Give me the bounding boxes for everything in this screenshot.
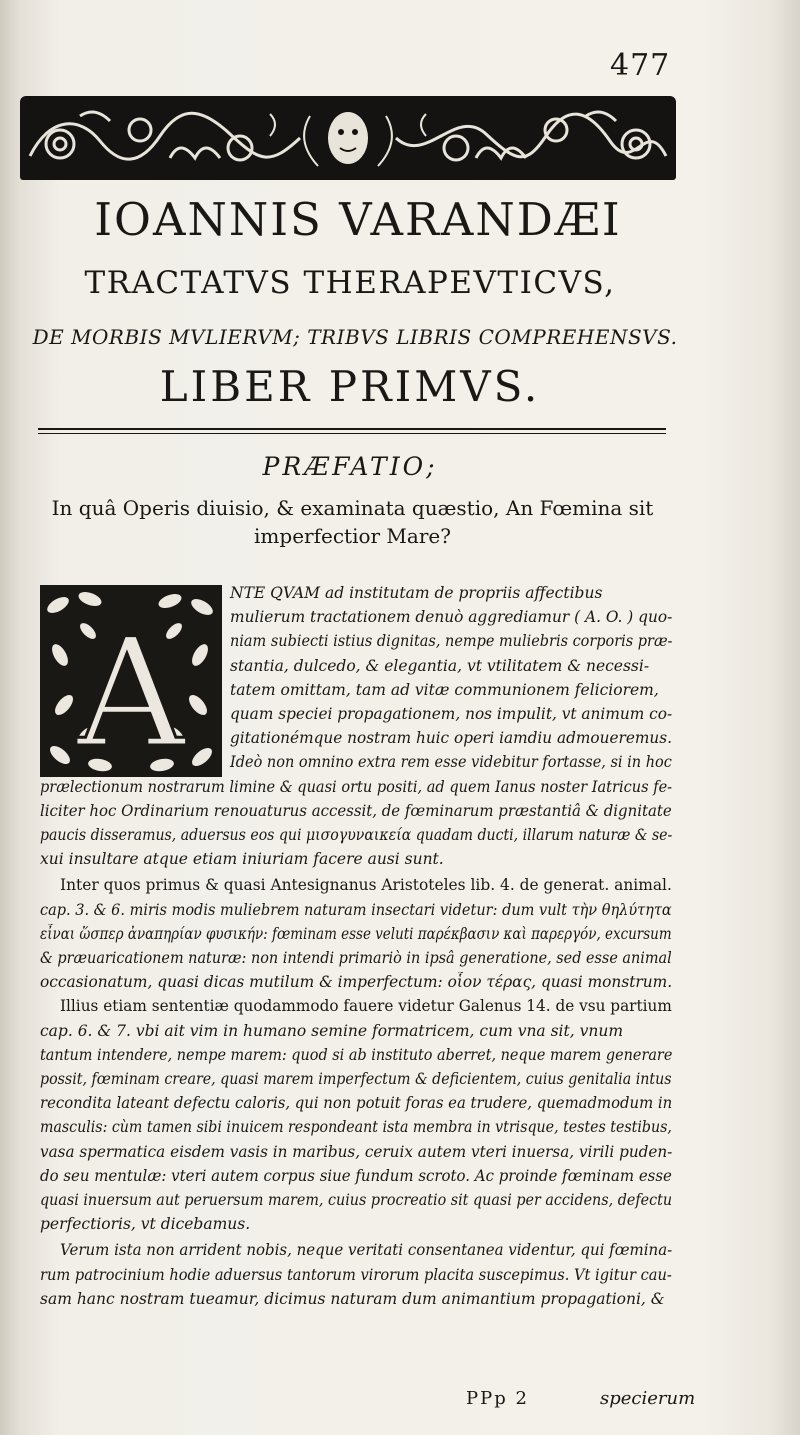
catchword: specierum [600, 1388, 696, 1409]
body-line: mulierum tractationem denuò aggrediamur ( A. O. ) quo- [230, 608, 673, 627]
body-line: εἶναι ὥσπερ ἀναπηρίαν φυσικήν: fœminam esse veluti παρέκβασιν καὶ παρεργόν, excursum [40, 924, 672, 943]
body-line: tatem omittam, tam ad vitæ communionem feliciorem, [230, 680, 659, 699]
body-line: Verum ista non arrident nobis, neque veritati consentanea videntur, qui fœmina- [60, 1241, 673, 1260]
body-line: xui insultare atque etiam iniuriam facere ausi sunt. [40, 850, 444, 869]
body-line: masculis: cùm tamen sibi inuicem respondeant ista membra in vtrisque, testes testibus, [40, 1118, 672, 1137]
work-heading: TRACTATVS THERAPEVTICVS, [84, 265, 616, 301]
signature-mark: PPp 2 [466, 1388, 529, 1409]
page-number: 477 [610, 48, 671, 83]
body-line: Ideò non omnino extra rem esse videbitur fortasse, si in hoc [230, 753, 672, 772]
body-line: cap. 6. & 7. vbi ait vim in humano semine formatricem, cum vna sit, vnum [40, 1021, 624, 1040]
headpiece-ornament [20, 96, 676, 180]
body-line: niam subiecti istius dignitas, nempe muliebris corporis præ- [230, 632, 673, 651]
body-line: & præuaricationem naturæ: non intendi primariò in ipsâ generatione, sed esse animal [40, 949, 672, 967]
preface-subtitle: In quâ Operis diuisio, & examinata quæstio, An Fœmina sit imperfectior Mare? [51, 496, 654, 548]
body-line: quasi inuersum aut peruersum marem, cuius procreatio sit quasi per accidens, defectu [40, 1191, 673, 1209]
author-heading: IOANNIS VARANDÆI [94, 193, 622, 246]
body-line: NTE QVAM ad institutam de propriis affectibus [230, 584, 603, 602]
body-line: sam hanc nostram tueamur, dicimus naturam dum animantium propagationi, & [40, 1289, 665, 1308]
leaf-initial-graphic [40, 585, 222, 777]
sub-heading: DE MORBIS MVLIERVM; TRIBVS LIBRIS COMPREHENSVS. [32, 325, 678, 349]
body-line: perfectioris, vt dicebamus. [40, 1215, 251, 1234]
decorated-initial [40, 585, 222, 777]
body-line: liciter hoc Ordinarium renouaturus accessit, de fœminarum præstantiâ & dignitate [40, 801, 672, 820]
heading-rule-thin [38, 433, 666, 434]
initial-letter: A [76, 607, 186, 777]
preface-heading: PRÆFATIO; [262, 452, 438, 481]
body-line: possit, fœminam creare, quasi marem imperfectum & deficientem, cuius genitalia intus [40, 1070, 672, 1088]
body-line: stantia, dulcedo, & elegantia, vt vtilitatem & necessi- [230, 656, 650, 675]
body-line: rum patrocinium hodie aduersus tantorum virorum placita suscepimus. Vt igitur cau- [40, 1265, 672, 1284]
body-line: vasa spermatica eisdem vasis in maribus, ceruix autem vteri inuersa, virili puden- [40, 1142, 673, 1161]
body-line: quam speciei propagationem, nos impulit, vt animum co- [230, 705, 673, 723]
ornament-graphic [20, 96, 676, 180]
body-line: occasionatum, quasi dicas mutilum & imperfectum: οἷον τέρας, quasi monstrum. [40, 973, 673, 992]
body-line: Illius etiam sententiæ quodammodo fauere videtur Galenus 14. de vsu partium [60, 997, 672, 1016]
body-line: recondita lateant defectu caloris, qui non potuit foras ea trudere, quemadmodum in [40, 1094, 673, 1113]
body-line: prælectionum nostrarum limine & quasi ortu positi, ad quem Ianus noster Iatricus fe- [40, 777, 673, 796]
book-heading: LIBER PRIMVS. [159, 362, 541, 411]
body-line: do seu mentulæ: vteri autem corpus siue fundum scroto. Ac proinde fœminam esse [40, 1166, 672, 1185]
body-line: gitationémque nostram huic operi iamdiu admoueremus. [230, 729, 672, 748]
body-line: Inter quos primus & quasi Antesignanus Aristoteles lib. 4. de generat. animal. [60, 876, 672, 895]
heading-rule [38, 428, 666, 430]
body-line: paucis disseramus, aduersus eos qui μισογυναικεία quadam ducti, illarum naturæ & se- [40, 826, 673, 844]
body-line: cap. 3. & 6. miris modis muliebrem naturam insectari videtur: dum vult τὴν θηλύτητα [40, 900, 672, 919]
body-line: tantum intendere, nempe marem: quod si ab instituto aberret, neque marem generare [40, 1045, 673, 1064]
